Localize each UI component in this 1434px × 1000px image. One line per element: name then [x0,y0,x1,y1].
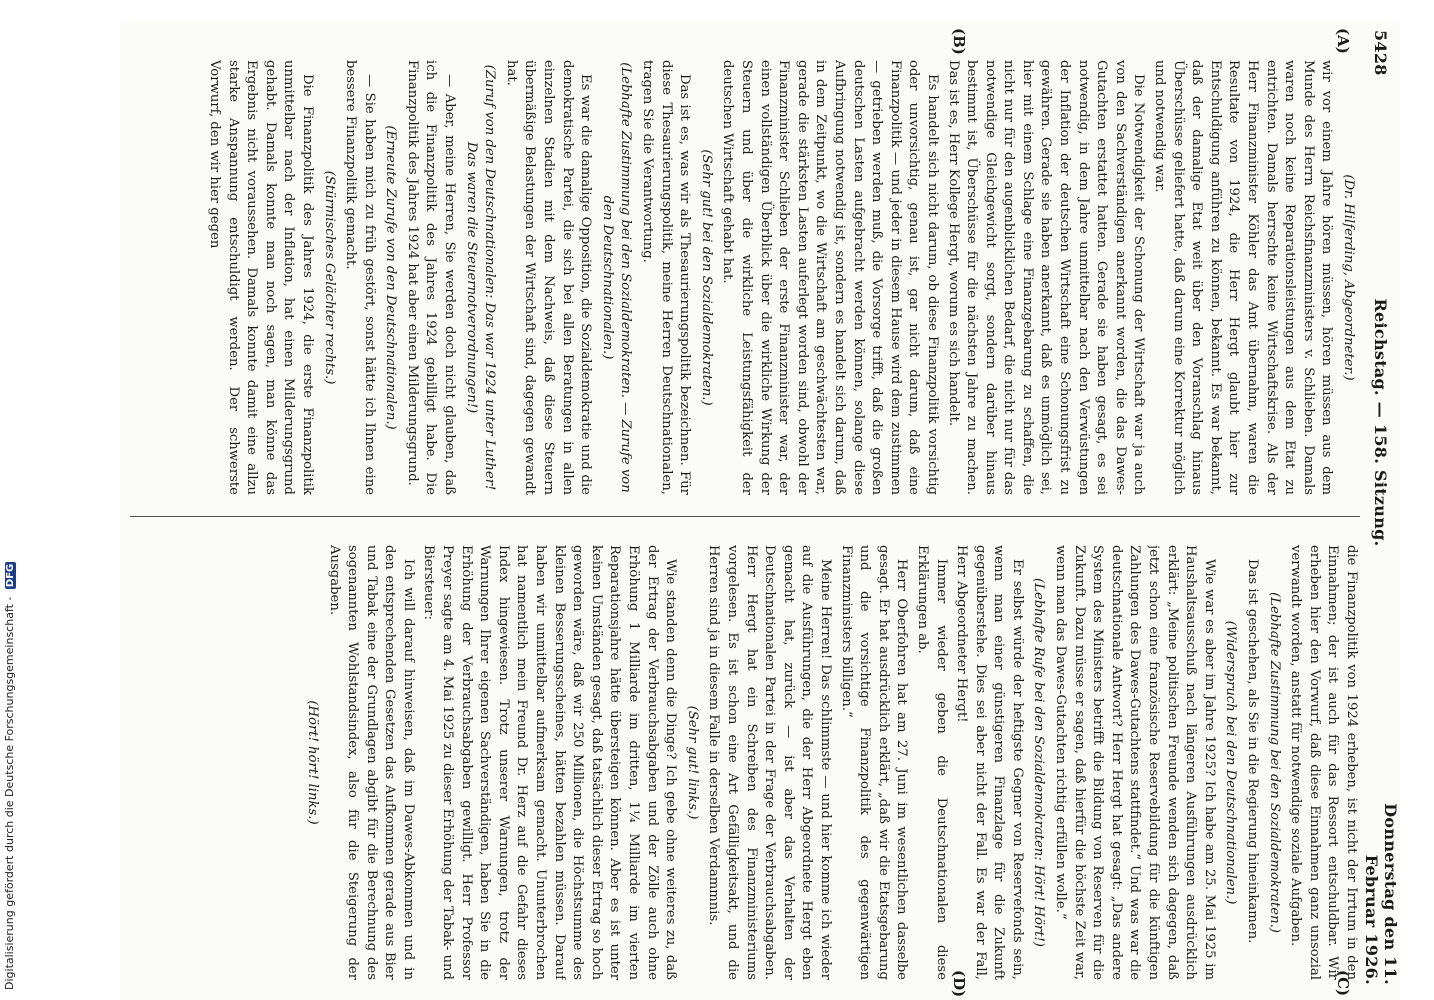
right-column [130,545,1360,980]
interjection: (Lebhafte Zustimmung bei den Sozialdemokraten.) [1266,592,1282,933]
margin-mark-b: (B) [950,28,968,55]
session-title: Reichstag. — 158. Sitzung. [1371,298,1391,547]
paragraph: Das ist geschehen, als Sie in die Regierung hineinkamen. [1245,559,1261,944]
page-number: 5428 [1371,30,1391,76]
left-column [130,60,1360,495]
interjection: (Widerspruch bei den Deutschnationalen.) [1223,620,1239,905]
speaker-line: (Dr. Hilferding, Abgeordneter.) [1341,174,1356,381]
paragraph: Meine Herren! Das schlimmste — und hier komme ich wieder auf die Ausführungen, die der Herr Abgeordnete Hergt eben gemacht hat, zurück — ist aber das Verhalten der Deutschnationalen Partei in der Frage der Verbrauchsabgaben. Herr Hergt hat ein Schreiben des Finanzministeriums vorgelesen. Es ist schon eine Art Gefälligkeitsakt, und die Herren sind ja in diesem Falle in derselben Verdammnis. [706,545,833,980]
scanned-page [120,20,1400,1000]
interjection: (Lebhafte Rufe bei den Sozialdemokraten: Hört! Hört!) [1031,578,1047,947]
interjection: (Stürmisches Gelächter rechts.) [321,170,337,385]
dfg-logo: DFG [5,563,16,588]
quotation: Ich will darauf hinweisen, daß im Dawes-Abkommen und in den entsprechenden Gesetzen das Aufkommen gerade aus Bier und Tabak eine der Grundlagen abgibt für die Berechnung des sogenannten Wohlstandsindex, also für die Steigerung der Ausgaben. [326,545,416,980]
paragraph: Die Finanzpolitik des Jahres 1924, die erste Finanzpolitik unmittelbar nach der Inflation, hat einen Milderungsgrund gehabt. Damals konnte man noch sagen, man könne das Ergebnis nicht voraussehen. Damals konnte damit eine allzu starke Anspannung entschuldigt werden. Der schwerste Vorwurf, den wir hier gegen [206,60,315,495]
interjection: (Erneute Zurufe von den Deutschnationalen.) [383,125,399,430]
margin-mark-c: (C) [1334,970,1352,997]
interjection: (Sehr gut! bei den Sozialdemokraten.) [698,149,714,406]
margin-mark-d: (D) [950,970,968,998]
margin-mark-a: (A) [1334,28,1352,54]
digitization-footer [0,0,22,1000]
digitization-note-text: Digitalisierung gefördert durch die Deutsche Forschungsgemeinschaft - [3,596,16,990]
paragraph: Immer wieder geben die Deutschnationalen diese Erklärungen ab. [914,545,949,980]
paragraph: Wie standen denn die Dinge? Ich gebe ohne weiteres zu, daß der Ertrag der Verbrauchsabgaben und der Zölle auch ohne Erhöhung 1 Milliarde im dritten, 1¼ Milliarde im vierten Reparationsjahre hätte übersteigen können. Aber es ist unter keinen Umständen gesagt, daß tatsächlich dieser Ertrag so hoch geworden wäre, daß wir 250 Millionen, die Höchstsumme des kleinen Besserungsscheines, hätten bezahlen müssen. Darauf haben wir unmittelbar aufmerksam gemacht. Ununterbrochen hat namentlich mein Freund Dr. Herz auf die Gefahr dieses Index hingewiesen. Trotz unserer Warnungen, trotz der Warnungen Ihrer eigenen Sachverständigen, haben Sie in die Erhöhung der Verbrauchsabgaben gewilligt. Herr Professor Preyer sagte am 4. Mai 1925 zu dieser Erhöhung der Tabak- und Biersteuer: [421,545,679,980]
interjection: (Hört! hört! links.) [304,700,320,825]
digitization-note [3,562,16,990]
paragraph: Das ist es, was wir als Thesaurierungspolitik bezeichnen. Für diese Thesaurierungspolitik, meine Herren Deutschnationalen, tragen Sie die Verantwortung. [640,60,693,495]
paragraph: wir vor einem Jahre hören müssen, hören müssen aus dem Munde des Herrn Reichsfinanzministers v. Schlieben. Damals waren noch keine Reparationsleistungen aus dem Etat zu entrichten. Damals herrschte keine Wirtschaftskrise. Als der Herr Finanzminister Köhler das Amt übernahm, waren die Resultate von 1924, die Herr Hergt glaubt hier zur Entschuldigung anführen zu können, bekannt. Es war bekannt, daß der damalige Etat weit über den Voranschlag hinaus Überschüsse geliefert hatte, daß darum eine Korrektur möglich und notwendig war. [1152,60,1335,495]
interjection: (Lebhafte Zustimmung bei den Sozialdemokraten. — Zurufe von den Deutschnationalen.) [599,62,634,493]
paragraph: Herr Oberfohren hat am 27. Juni im wesentlichen dasselbe gesagt. Er hat ausdrücklich erklärt, „daß wir die Etatsgebarung und die vorsichtige Finanzpolitik des gegenwärtigen Finanzministers billigen.“ [838,545,910,980]
session-date: Donnerstag den 11. Februar 1926. [1362,803,1400,985]
paragraph: Die Notwendigkeit der Schonung der Wirtschaft war ja auch von den Sachverständigen anerkannt worden, die das Dawes-Gutachten erstattet hatten. Gerade sie haben gesagt, es sei notwendig, in dem Jahre unmittelbar nach den Verwüstungen der Inflation der deutschen Wirtschaft eine Schonungsfrist zu gewähren. Gerade sie haben anerkannt, daß es unmöglich sei, hier mit einem Schlage eine Finanzgebarung zu schaffen, die nicht nur für den augenblicklichen Bedarf, die nicht nur für das notwendige Gleichgewicht sorgt, sondern darüber hinaus bestimmt ist, Überschüsse für die nächsten Jahre zu machen. Das ist es, Herr Kollege Hergt, worum es sich handelt. [945,60,1147,495]
paragraph: die Finanzpolitik von 1924 erheben, ist nicht der Irrtum in den Einnahmen; der ist auch für das Ressort entschuldbar. Wir erheben hier den Vorwurf, daß diese Einnahmen ganz unsozial verwandt worden, anstatt für notwendige soziale Aufgaben. [1288,545,1359,980]
page-header [1362,30,1400,985]
paragraph: — Sie haben mich zu früh gestört, sonst hätte ich Ihnen eine bessere Finanzpolitik gemacht. [343,60,377,495]
paragraph: Es handelt sich nicht darum, ob diese Finanzpolitik vorsichtig oder unvorsichtig, genau ist, gar nicht darum, daß eine Finanzpolitik — und jeder in diesem Hause wird dem zustimmen — getrieben werden muß, die Vorsorge trifft, daß die großen deutschen Lasten aufgebracht werden können, solange diese Aufbringung notwendig ist, sondern es handelt sich darum, daß in dem Zeitpunkt, wo die Wirtschaft am geschwächtesten war, gerade die stärksten Lasten auferlegt worden sind, obwohl der Finanzminister Schlieben der erste Finanzminister war, der einen vollständigen Überblick über die wirkliche Wirkung der Steuern und über die wirkliche Leistungsfähigkeit der deutschen Wirtschaft gehabt hat. [720,60,940,495]
interjection: (Sehr gut! links.) [684,705,700,820]
column-divider [130,516,1360,517]
interjection: (Zuruf von den Deutschnationalen: Das war 1924 unter Luther! Das waren die Steuernotverordnungen!) [463,64,498,491]
paragraph: Wie war es aber im Jahre 1925? Ich habe am 25. Mai 1925 im Haushaltsausschuß nach längeren Ausführungen ausdrücklich erklärt: „Meine politischen Freunde wenden sich dagegen, daß jetzt schon eine französische Reservebildung für die künftigen Zahlungen des Dawes-Gutachtens stattfindet.“ Und was war die deutschnationale Antwort? Herr Hergt hat gesagt: „Das andere System des Ministers betrifft die Bildung von Reserven für die Zukunft. Dazu müsse er sagen, daß hierfür die höchste Zeit war, wenn man das Dawes-Gutachten richtig erfüllen wolle.“ [1053,545,1217,980]
paragraph: Er selbst würde der heftigste Gegner von Reservefonds sein, wenn man einer günstigeren Finanzlage für die Zukunft gegenüberstehe. Dies sei aber nicht der Fall. Es war der Fall, Herr Abgeordneter Hergt! [954,545,1025,980]
paragraph: — Aber, meine Herren, Sie werden doch nicht glauben, daß ich die Finanzpolitik des Jahres 1924 gebilligt habe. Die Finanzpolitik des Jahres 1924 hat aber einen Milderungsgrund. [404,60,458,495]
paragraph: Es war die damalige Opposition, die Sozialdemokratie und die demokratische Partei, die sich bei allen Beratungen in allen einzelnen Stadien mit dem Nachweis, daß diese Steuern übermäßige Belastungen der Wirtschaft sind, dagegen gewandt hat. [503,60,594,495]
